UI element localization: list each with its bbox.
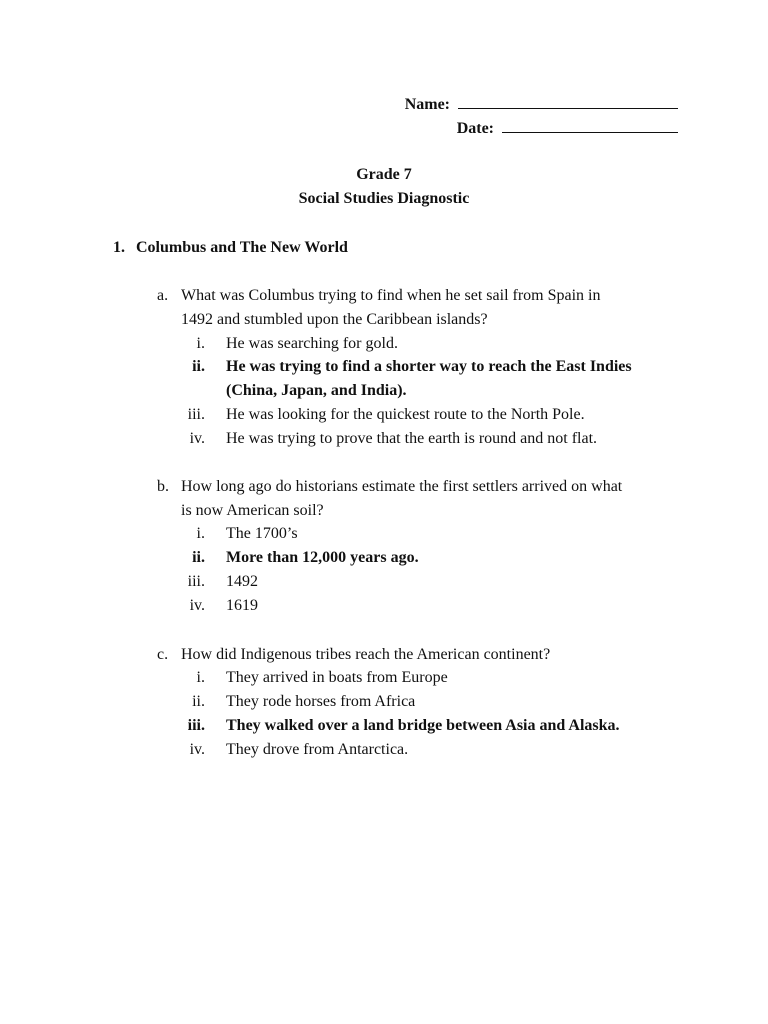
option-text: 1619 — [226, 597, 258, 614]
date-blank-line[interactable] — [502, 118, 678, 133]
option-number: i. — [196, 335, 205, 352]
option-number: iii. — [187, 573, 205, 590]
question-text-line: How did Indigenous tribes reach the American continent? — [181, 646, 551, 663]
option-number: i. — [196, 525, 205, 542]
option-text: They drove from Antarctica. — [226, 741, 409, 758]
option-text-correct: More than 12,000 years ago. — [226, 549, 419, 566]
grade-title: Grade 7 — [356, 166, 412, 183]
option-text: He was looking for the quickest route to the North Pole. — [226, 406, 585, 423]
date-label: Date: — [456, 120, 494, 137]
option-text: The 1700’s — [226, 525, 298, 542]
question-text-line: How long ago do historians estimate the first settlers arrived on what — [181, 478, 623, 495]
option-number: iii. — [187, 406, 205, 423]
subject-title: Social Studies Diagnostic — [298, 190, 470, 207]
section-heading: Columbus and The New World — [136, 239, 348, 256]
question-text-line: is now American soil? — [181, 502, 324, 519]
option-number: iv. — [189, 597, 205, 614]
question-letter: b. — [157, 478, 169, 495]
option-text: They rode horses from Africa — [226, 693, 416, 710]
option-text-correct: They walked over a land bridge between Asia and Alaska. — [226, 717, 620, 734]
question-text-line: 1492 and stumbled upon the Caribbean islands? — [181, 311, 488, 328]
option-number: ii. — [192, 549, 205, 566]
option-number: ii. — [192, 693, 205, 710]
option-text-correct: He was trying to find a shorter way to reach the East Indies — [226, 358, 632, 375]
name-blank-line[interactable] — [458, 94, 678, 109]
option-text: He was searching for gold. — [226, 335, 398, 352]
option-number: ii. — [192, 358, 205, 375]
option-number: iv. — [189, 430, 205, 447]
question-text-line: What was Columbus trying to find when he set sail from Spain in — [181, 287, 601, 304]
option-number: iv. — [189, 741, 205, 758]
option-text-correct: (China, Japan, and India). — [226, 382, 407, 399]
option-text: 1492 — [226, 573, 258, 590]
question-letter: c. — [157, 646, 169, 663]
option-text: He was trying to prove that the earth is round and not flat. — [226, 430, 598, 447]
option-number: i. — [196, 669, 205, 686]
section-number: 1. — [113, 239, 125, 256]
question-letter: a. — [157, 287, 169, 304]
name-field[interactable] — [405, 94, 678, 115]
name-label: Name: — [404, 96, 450, 113]
option-text: They arrived in boats from Europe — [226, 669, 448, 686]
option-number: iii. — [187, 717, 205, 734]
date-field[interactable] — [457, 118, 678, 139]
